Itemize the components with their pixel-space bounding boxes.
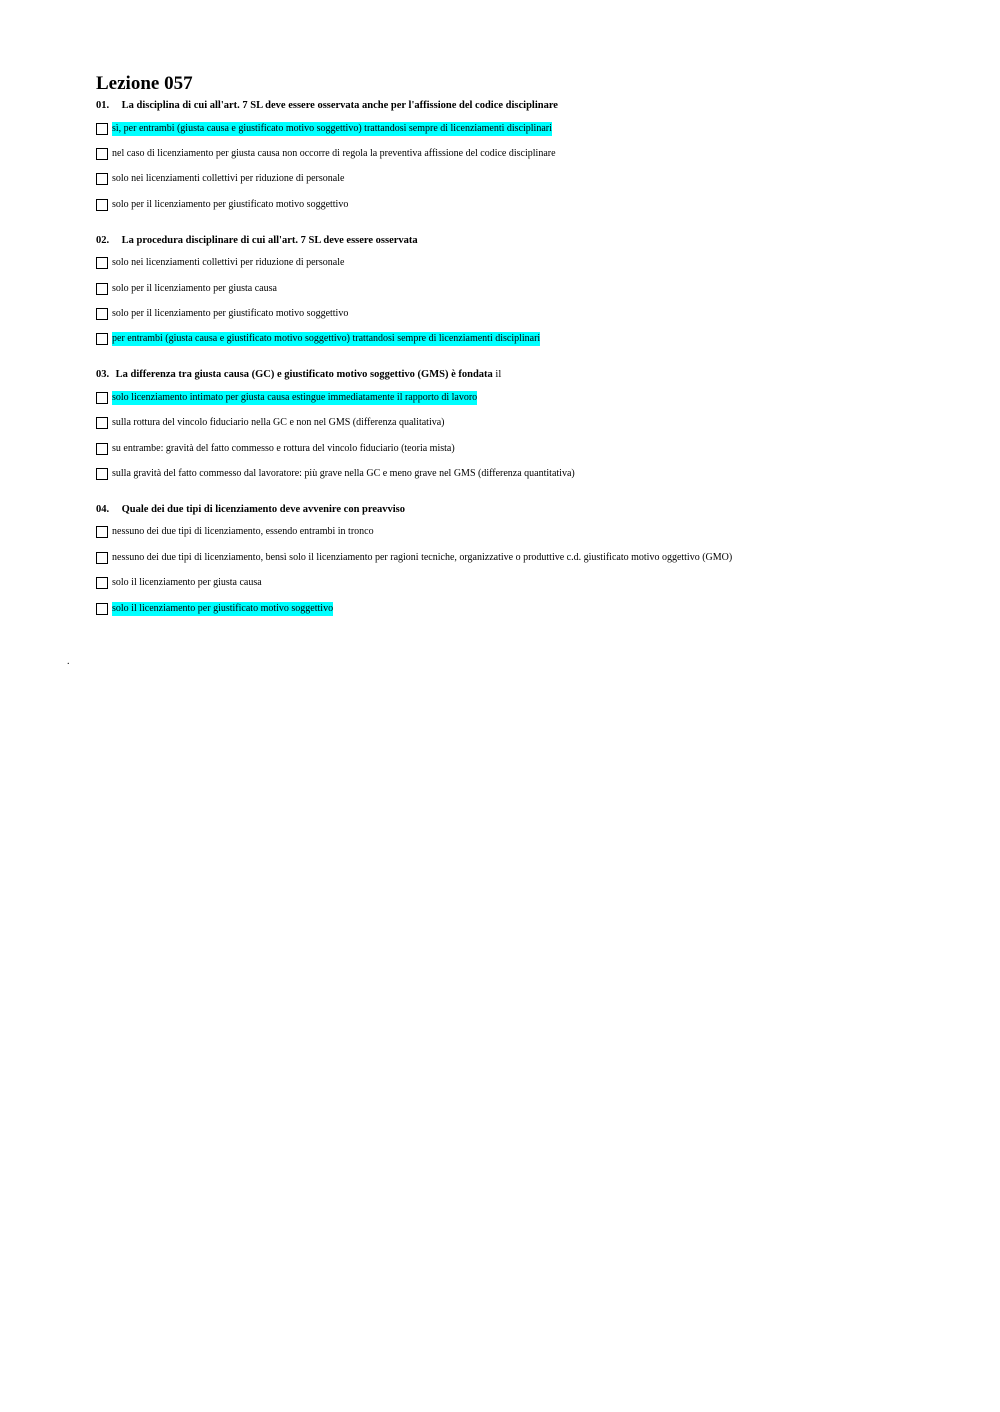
answer-text: nel caso di licenziamento per giusta causa non occorre di regola la preventiva affissione del codice disciplinare [112,148,556,160]
question-heading [96,365,956,385]
answer-checkbox[interactable] [96,526,108,538]
answer-checkbox[interactable] [96,123,108,135]
question-01 [96,96,956,218]
answer-option[interactable] [96,545,956,570]
answer-option[interactable] [96,327,956,352]
answer-checkbox[interactable] [96,392,108,404]
answer-option[interactable] [96,385,956,410]
question-text: Quale dei due tipi di licenziamento deve avvenire con preavviso [121,503,406,515]
answer-option[interactable] [96,167,956,192]
question-heading [96,500,956,520]
answer-text: sulla rottura del vincolo fiduciario nella GC e non nel GMS (differenza qualitativa) [112,417,445,429]
answer-checkbox[interactable] [96,148,108,160]
answer-option[interactable] [96,141,956,166]
answer-option[interactable] [96,251,956,276]
answer-option[interactable] [96,461,956,486]
answer-text: sulla gravità del fatto commesso dal lavoratore: più grave nella GC e meno grave nel GMS (differenza quantitativa) [112,467,575,479]
document-page [96,72,956,621]
question-number: 04. [96,503,110,515]
answer-text: solo nei licenziamenti collettivi per riduzione di personale [112,173,345,185]
answer-checkbox[interactable] [96,417,108,429]
question-number: 03. [96,369,110,381]
answer-option[interactable] [96,411,956,436]
answer-checkbox[interactable] [96,173,108,185]
answer-text: nessuno dei due tipi di licenziamento, essendo entrambi in tronco [112,526,374,538]
answer-text: nessuno dei due tipi di licenziamento, bensì solo il licenziamento per ragioni tecniche, organizzative o produttive c.d. giustificato motivo oggettivo (GMO) [112,551,733,563]
answer-checkbox[interactable] [96,468,108,480]
question-heading [96,96,956,116]
answer-text: solo per il licenziamento per giusta causa [112,282,277,294]
answer-text-correct: per entrambi (giusta causa e giustificato motivo soggettivo) trattandosi sempre di licenziamenti disciplinari [112,333,541,345]
answer-option[interactable] [96,301,956,326]
question-spacer [96,352,956,365]
answer-option[interactable] [96,570,956,595]
answer-option[interactable] [96,276,956,301]
answer-text: solo nei licenziamenti collettivi per riduzione di personale [112,257,345,269]
question-number: 01. [96,100,110,111]
answer-option[interactable] [96,520,956,545]
question-spacer [96,487,956,500]
answer-option[interactable] [96,596,956,621]
question-text: La disciplina di cui all'art. 7 SL deve essere osservata anche per l'affissione del codice disciplinare [121,100,558,111]
answer-text-correct: solo il licenziamento per giustificato motivo soggettivo [112,602,334,614]
lesson-title: Lezione 057 [96,73,193,94]
answer-checkbox[interactable] [96,333,108,345]
answer-text-correct: solo licenziamento intimato per giusta causa estingue immediatamente il rapporto di lavoro [112,391,478,403]
answer-checkbox[interactable] [96,577,108,589]
answer-text: su entrambe: gravità del fatto commesso e rottura del vincolo fiduciario (teoria mista) [112,442,455,454]
answer-checkbox[interactable] [96,308,108,320]
question-spacer [96,218,956,231]
answer-option[interactable] [96,116,956,141]
question-03 [96,365,956,487]
answer-text: solo per il licenziamento per giustificato motivo soggettivo [112,198,349,210]
answer-checkbox[interactable] [96,443,108,455]
answer-checkbox[interactable] [96,283,108,295]
question-text: La procedura disciplinare di cui all'art. 7 SL deve essere osservata [121,234,418,246]
answer-option[interactable] [96,436,956,461]
question-text: La differenza tra giusta causa (GC) e giustificato motivo soggettivo (GMS) è fondata il [115,369,502,381]
footer-mark: . [67,656,70,667]
answer-checkbox[interactable] [96,603,108,615]
answer-text: solo per il licenziamento per giustificato motivo soggettivo [112,308,349,320]
answer-checkbox[interactable] [96,552,108,564]
answer-option[interactable] [96,192,956,217]
answer-text-correct: sì, per entrambi (giusta causa e giustificato motivo soggettivo) trattandosi sempre di licenziamenti disciplinari [112,122,552,134]
question-heading [96,231,956,251]
answer-checkbox[interactable] [96,199,108,211]
question-number: 02. [96,234,110,246]
question-04 [96,500,956,622]
answer-text: solo il licenziamento per giusta causa [112,577,262,589]
question-02 [96,231,956,353]
answer-checkbox[interactable] [96,257,108,269]
